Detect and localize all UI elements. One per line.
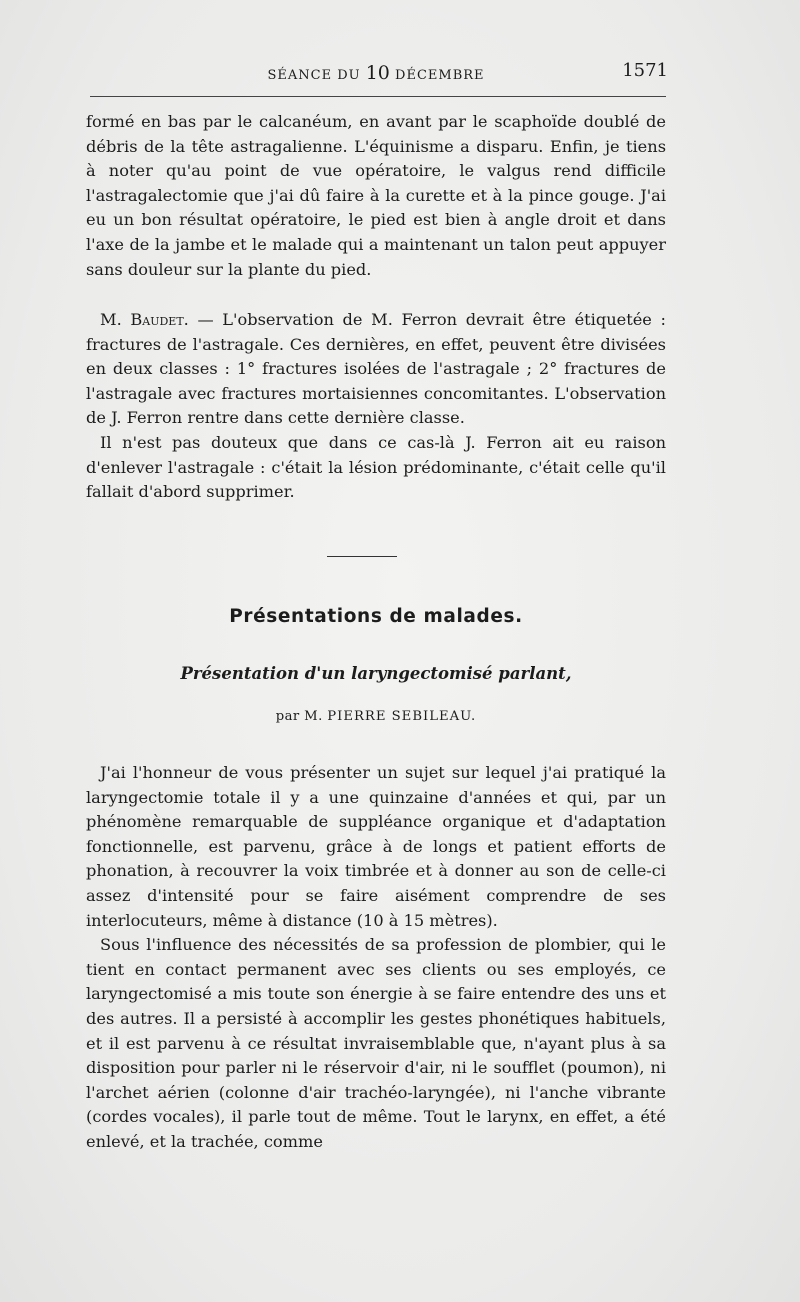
baudet-paragraph-2: Il n'est pas douteux que dans ce cas-là J. Ferron ait eu raison d'enlever l'astragale : c'était la lésion prédominante, c'était celle qu'il fallait d'abord supprimer. bbox=[86, 432, 666, 502]
baudet-paragraph-1 bbox=[86, 308, 666, 431]
page-number: 1571 bbox=[622, 60, 668, 81]
baudet-paragraph-1-text: . — L'observation de M. Ferron devrait être étiquetée : fractures de l'astragale. Ces dernières, en effet, peuvent être divisées en deux classes : 1° fractures isolées de l'astragale ; 2° fractures de l'astragale avec fractures mortaisiennes concomitantes. L'observation de J. Ferron rentre dans cette dernière classe. bbox=[86, 310, 666, 428]
article-title: Présentation d'un laryngectomisé parlant, bbox=[180, 664, 572, 683]
running-head-post: DÉCEMBRE bbox=[389, 68, 485, 83]
running-head-pre: SÉANCE DU bbox=[267, 68, 366, 83]
section-divider bbox=[327, 556, 397, 557]
header-rule bbox=[90, 96, 666, 97]
byline-prefix: par M. bbox=[275, 709, 328, 724]
opening-paragraph: formé en bas par le calcanéum, en avant par le scaphoïde doublé de débris de la tête astragalienne. L'équinisme a disparu. Enfin, je tiens à noter qu'au point de vue opératoire, le valgus rend difficile l'astragalectomie que j'ai dû faire à la curette et à la pince gouge. J'ai eu un bon résultat opératoire, le pied est bien à angle droit et dans l'axe de la jambe et le malade qui a maintenant un talon peut appuyer sans douleur sur la plante du pied. bbox=[86, 112, 666, 279]
speaker-prefix: M. bbox=[100, 310, 131, 329]
article-paragraph-1: J'ai l'honneur de vous présenter un sujet sur lequel j'ai pratiqué la laryngectomie totale il y a une quinzaine d'années et qui, par un phénomène remarquable de suppléance organique et d'adaptation fonctionnelle, est parvenu, grâce à de longs et patient efforts de phonation, à recouvrer la voix timbrée et à donner au son de celle-ci assez d'intensité pour se faire aisément comprendre de ses interlocuteurs, même à distance (10 à 15 mètres). bbox=[86, 763, 666, 930]
article-byline bbox=[86, 709, 666, 724]
running-head-day: 10 bbox=[365, 62, 390, 84]
section-title: Présentations de malades. bbox=[229, 606, 523, 627]
page-header bbox=[86, 60, 666, 84]
baudet-remarks bbox=[86, 308, 666, 505]
speaker-name: Baudet bbox=[130, 310, 184, 329]
byline-author: PIERRE SEBILEAU. bbox=[327, 709, 477, 724]
article-body bbox=[86, 761, 666, 1155]
opening-text bbox=[86, 110, 666, 282]
article-paragraph-2: Sous l'influence des nécessités de sa profession de plombier, qui le tient en contact permanent avec ses clients ou ses employés, ce laryngectomisé a mis toute son énergie à se faire entendre des uns et des autres. Il a persisté à accomplir les gestes phonétiques habituels, et il est parvenu à ce résultat invraisemblable que, n'ayant plus à sa disposition pour parler ni le réservoir d'air, ni le soufflet (poumon), ni l'archet aérien (colonne d'air trachéo-laryngée), ni l'anche vibrante (cordes vocales), il parle tout de même. Tout le larynx, en effet, a été enlevé, et la trachée, comme bbox=[86, 935, 666, 1151]
running-head bbox=[86, 62, 666, 84]
